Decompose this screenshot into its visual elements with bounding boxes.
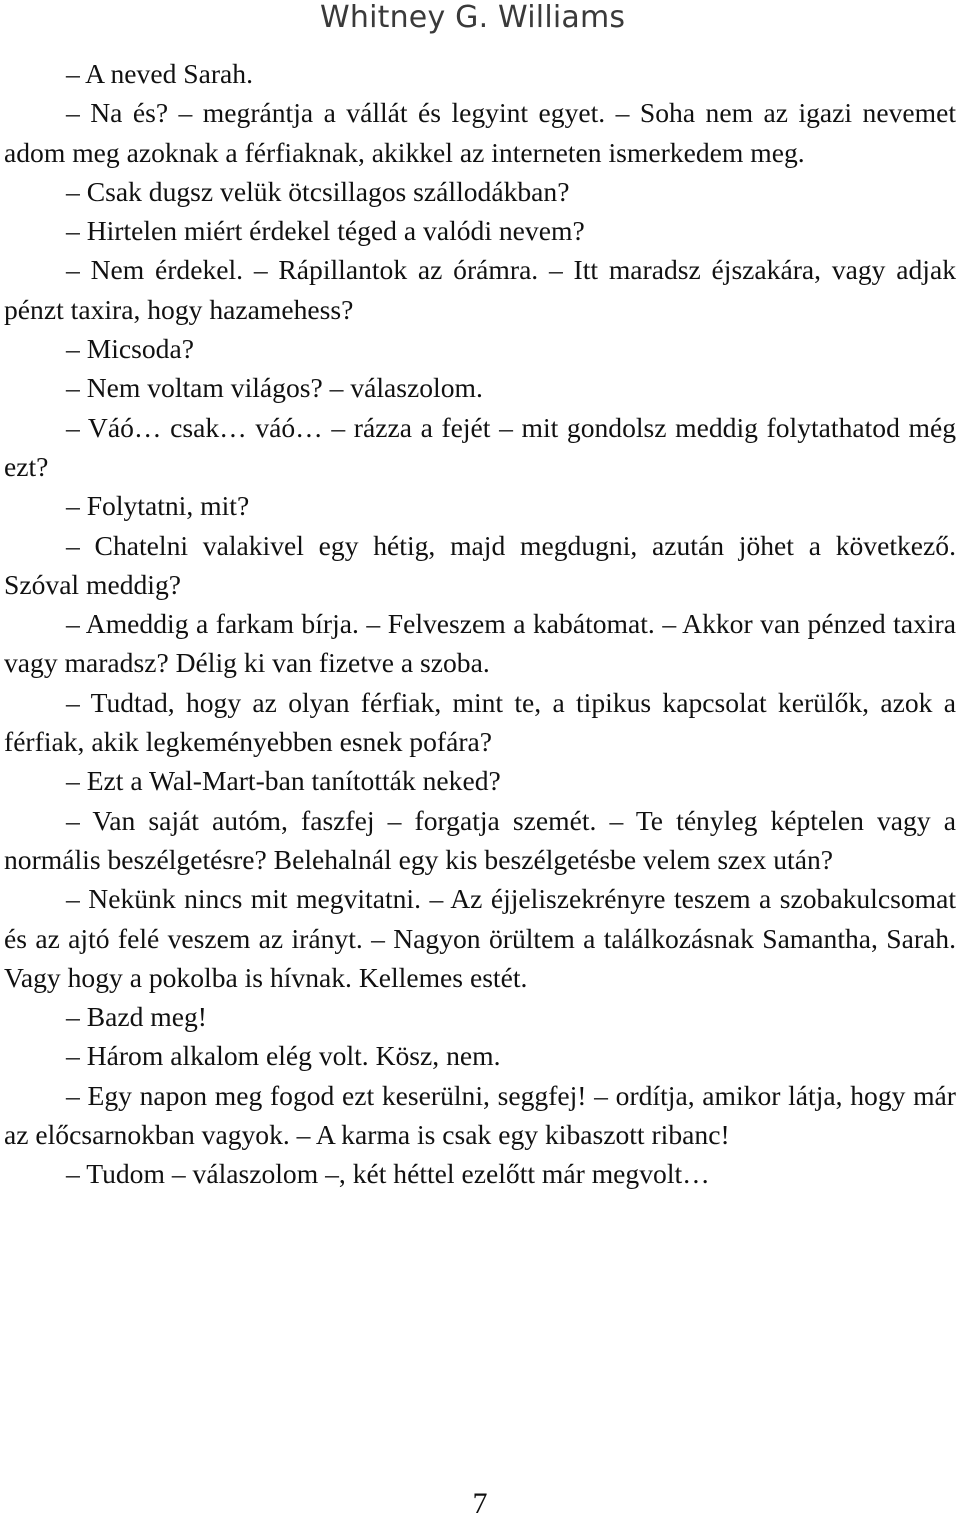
paragraph: – Na és? – megrántja a vállát és legyint egyet. – Soha nem az igazi nevemet adom meg azoknak a férfiaknak, akikkel az interneten ismerkedem meg. bbox=[4, 97, 956, 168]
paragraph: – Három alkalom elég volt. Kösz, nem. bbox=[66, 1040, 501, 1072]
paragraph: – Nem voltam világos? – válaszolom. bbox=[66, 372, 483, 404]
paragraph: – Micsoda? bbox=[66, 333, 194, 365]
page-number: 7 bbox=[472, 1487, 488, 1520]
paragraph: – Tudom – válaszolom –, két héttel ezelőtt már megvolt… bbox=[66, 1158, 710, 1190]
paragraph: – Bazd meg! bbox=[66, 1001, 207, 1033]
paragraph: – Chatelni valakivel egy hétig, majd megdugni, azután jöhet a következő. Szóval meddig? bbox=[4, 529, 956, 600]
running-head: Whitney G. Williams bbox=[320, 0, 626, 35]
paragraph: – Nekünk nincs mit megvitatni. – Az éjjeliszekrényre teszem a szobakulcsomat és az ajtó felé veszem az irányt. – Nagyon örültem a találkozásnak Samantha, Sarah. Vagy hogy a pokolba is hívnak. Kellemes estét. bbox=[4, 883, 956, 993]
paragraph: – Folytatni, mit? bbox=[66, 490, 250, 522]
paragraph: – Nem érdekel. – Rápillantok az órámra. – Itt maradsz éjszakára, vagy adjak pénzt taxira, hogy hazamehess? bbox=[4, 254, 956, 325]
paragraph: – Van saját autóm, faszfej – forgatja szemét. – Te tényleg képtelen vagy a normális beszélgetésre? Belehalnál egy kis beszélgetésbe velem szex után? bbox=[4, 804, 956, 875]
paragraph: – Ezt a Wal-Mart-ban tanították neked? bbox=[66, 765, 501, 797]
paragraph: – Ameddig a farkam bírja. – Felveszem a kabátomat. – Akkor van pénzed taxira vagy maradsz? Délig ki van fizetve a szoba. bbox=[4, 608, 956, 679]
body-text bbox=[4, 54, 956, 1194]
paragraph: – A neved Sarah. bbox=[66, 58, 253, 89]
paragraph: – Váó… csak… váó… – rázza a fejét – mit gondolsz meddig folytathatod még ezt? bbox=[4, 411, 956, 482]
paragraph: – Hirtelen miért érdekel téged a valódi nevem? bbox=[66, 215, 585, 247]
paragraph: – Tudtad, hogy az olyan férfiak, mint te, a tipikus kapcsolat kerülők, azok a férfiak, akik legkeményebben esnek pofára? bbox=[4, 686, 956, 758]
paragraph: – Egy napon meg fogod ezt keserülni, seggfej! – ordítja, amikor látja, hogy már az előcsarnokban vagyok. – A karma is csak egy kibaszott ribanc! bbox=[4, 1079, 956, 1151]
paragraph: – Csak dugsz velük ötcsillagos szállodákban? bbox=[66, 175, 570, 207]
